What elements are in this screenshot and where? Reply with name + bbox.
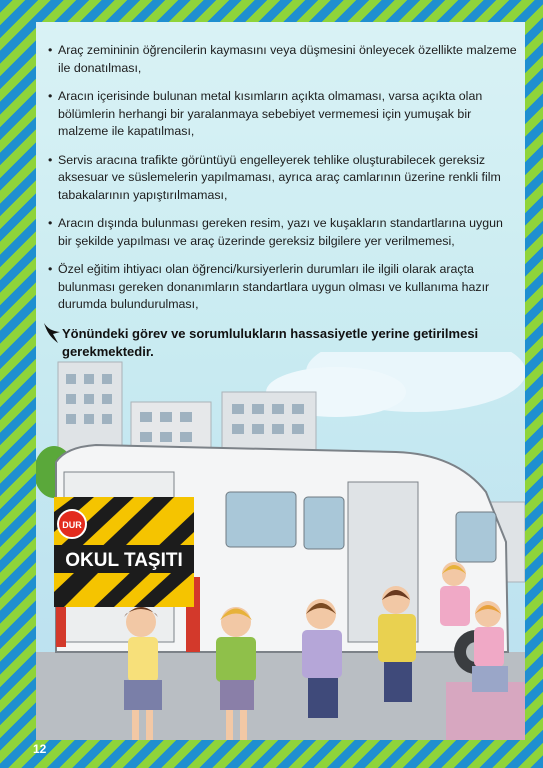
page-number: 12 xyxy=(33,742,47,756)
bullet-marker: • xyxy=(48,43,53,57)
bullet-marker: • xyxy=(48,262,53,276)
sign-text: OKUL TAŞITI xyxy=(65,550,183,571)
bullet-marker: • xyxy=(48,89,53,103)
bullet-marker: • xyxy=(48,152,53,167)
bullet-item xyxy=(48,42,518,77)
bullet-item xyxy=(48,152,518,205)
school-bus-illustration xyxy=(36,352,525,740)
bullet-text: Aracın dışında bulunması gereken resim, yazı ve kuşakların standartlarına uygun bir şekilde yapılması ve araç üzerinde gereksiz bilgilere yer verilmemesi, xyxy=(58,216,503,248)
stop-sign-icon xyxy=(58,510,86,538)
child-figure xyxy=(440,562,470,626)
closing-text: Yönündeki görev ve sorumlulukların hassasiyetle yerine getirilmesi gerekmektedir. xyxy=(62,325,479,359)
content-panel xyxy=(36,22,525,740)
bullet-item xyxy=(48,215,518,250)
arrow-icon xyxy=(42,321,62,345)
bullet-text: Servis aracına trafikte görüntüyü engelleyerek tehlike oluşturabilecek gereksiz aksesuar ve süslemelerin yapılmaması, ayrıca araç camlarının üzerine renkli film tabakalarının yapıştırılmaması, xyxy=(58,152,501,202)
stop-text: DUR xyxy=(62,520,82,530)
bullet-item xyxy=(48,88,518,141)
bullet-text: Özel eğitim ihtiyacı olan öğrenci/kursiyerlerin durumları ile ilgili olarak araçta bulunması gereken donanımların standartlara uygun olması ve kullanıma hazır durumda bulundurulması, xyxy=(58,262,490,311)
rules-text xyxy=(48,42,518,361)
bullet-text: Araç zemininin öğrencilerin kaymasını veya düşmesini önleyecek özellikte malzeme ile donatılması, xyxy=(58,43,517,75)
bullet-item xyxy=(48,261,518,314)
bullet-text: Aracın içerisinde bulunan metal kısımların açıkta olmaması, varsa açıkta olan bölümlerin herhangi bir yaralanmaya sebebiyet vermemesi için yumuşak bir malzeme ile kapatılması, xyxy=(58,89,483,138)
bullet-marker: • xyxy=(48,216,53,230)
